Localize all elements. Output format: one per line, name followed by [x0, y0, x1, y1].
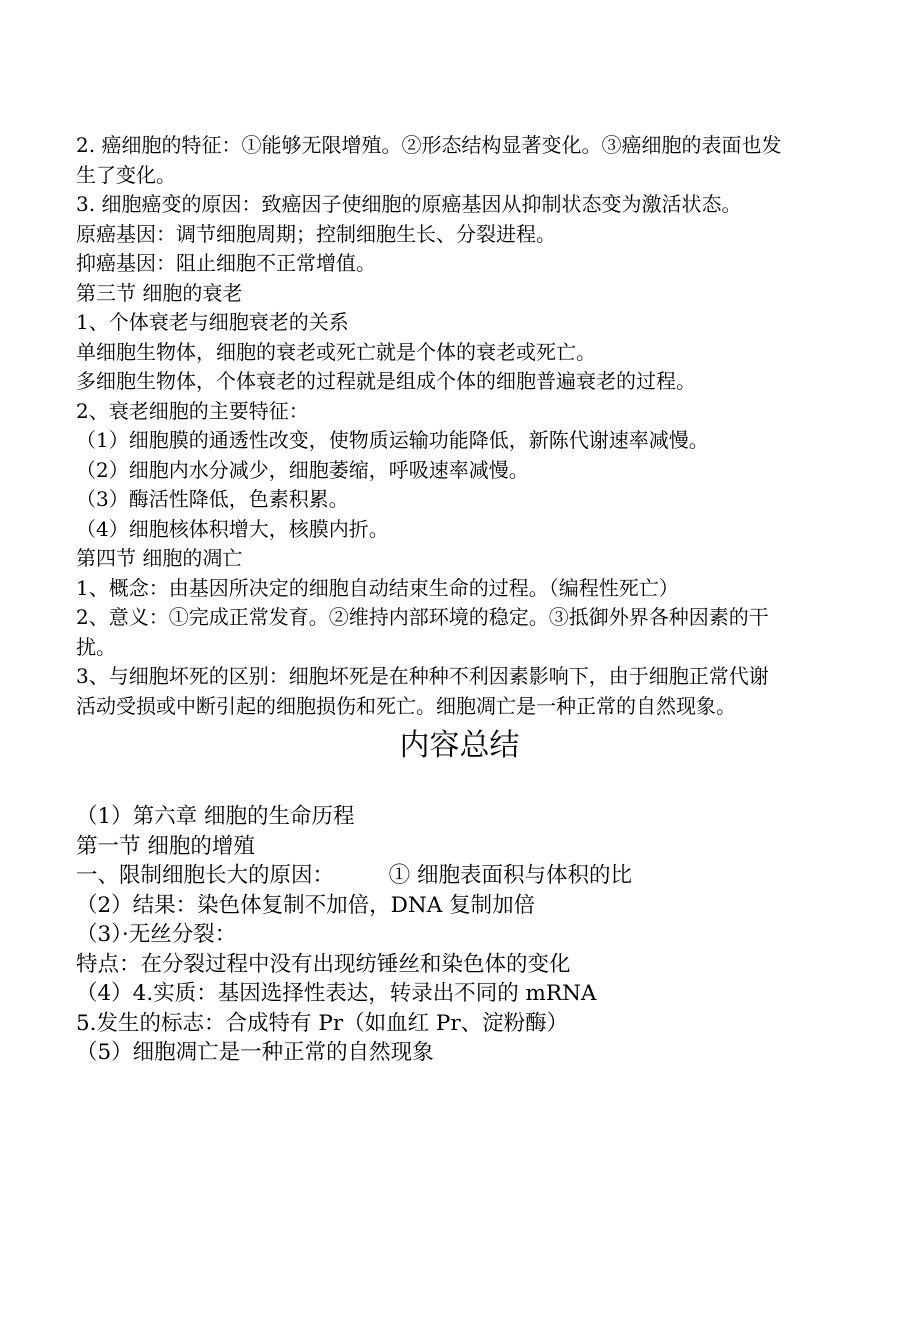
text-line: 1、概念：由基因所决定的细胞自动结束生命的过程。（编程性死亡） [76, 575, 679, 600]
text-line: 活动受损或中断引起的细胞损伤和死亡。细胞凋亡是一种正常的自然现象。 [76, 693, 736, 718]
summary-line: 特点：在分裂过程中没有出现纺锤丝和染色体的变化 [76, 951, 571, 977]
text-line: （2）细胞内水分减少，细胞萎缩，呼吸速率减慢。 [76, 457, 529, 482]
text-line: 3、与细胞坏死的区别：细胞坏死是在种种不利因素影响下，由于细胞正常代谢 [76, 664, 769, 688]
summary-line: 5.发生的标志：合成特有 Pr（如血红 Pr、淀粉酶） [76, 1010, 569, 1036]
summary-text [76, 802, 876, 1068]
summary-line: （3）·无丝分裂： [76, 922, 237, 947]
section-heading: 第四节 细胞的凋亡 [76, 546, 243, 570]
section-heading: 第三节 细胞的衰老 [76, 280, 243, 305]
text-line: 原癌基因：调节细胞周期；控制细胞生长、分裂进程。 [76, 221, 556, 246]
body-text-upper [76, 131, 876, 721]
text-line: 抑癌基因：阻止细胞不正常增值。 [76, 251, 376, 275]
summary-title: 内容总结 [399, 728, 520, 763]
text-line: 1、个体衰老与细胞衰老的关系 [76, 310, 349, 334]
text-line: 生了变化。 [76, 162, 176, 187]
text-line: 扰。 [76, 634, 116, 659]
text-line: 单细胞生物体，细胞的衰老或死亡就是个体的衰老或死亡。 [76, 339, 596, 364]
text-line: 多细胞生物体，个体衰老的过程就是组成个体的细胞普遍衰老的过程。 [76, 369, 696, 393]
summary-line: （1）第六章 细胞的生命历程 [76, 804, 355, 829]
summary-line: 一、限制细胞长大的原因： ① 细胞表面积与体积的比 [76, 863, 633, 888]
text-line: 2、意义：①完成正常发育。②维持内部环境的稳定。③抵御外界各种因素的干 [76, 605, 769, 629]
summary-line: （5）细胞凋亡是一种正常的自然现象 [76, 1040, 434, 1065]
text-line: （1）细胞膜的通透性改变，使物质运输功能降低，新陈代谢速率减慢。 [76, 428, 709, 452]
summary-line: （2）结果：染色体复制不加倍，DNA 复制加倍 [76, 892, 536, 918]
text-line: 3. 细胞癌变的原因：致癌因子使细胞的原癌基因从抑制状态变为激活状态。 [76, 192, 742, 216]
text-line: 2、衰老细胞的主要特征： [76, 398, 309, 423]
text-line: （4）细胞核体积增大，核膜内折。 [76, 516, 389, 541]
summary-line: （4）4.实质：基因选择性表达，转录出不同的 mRNA [76, 981, 597, 1006]
text-line: （3）酶活性降低，色素积累。 [76, 487, 349, 511]
summary-line: 第一节 细胞的增殖 [76, 833, 255, 859]
text-line: 2. 癌细胞的特征：①能够无限增殖。②形态结构显著变化。③癌细胞的表面也发 [76, 133, 782, 157]
